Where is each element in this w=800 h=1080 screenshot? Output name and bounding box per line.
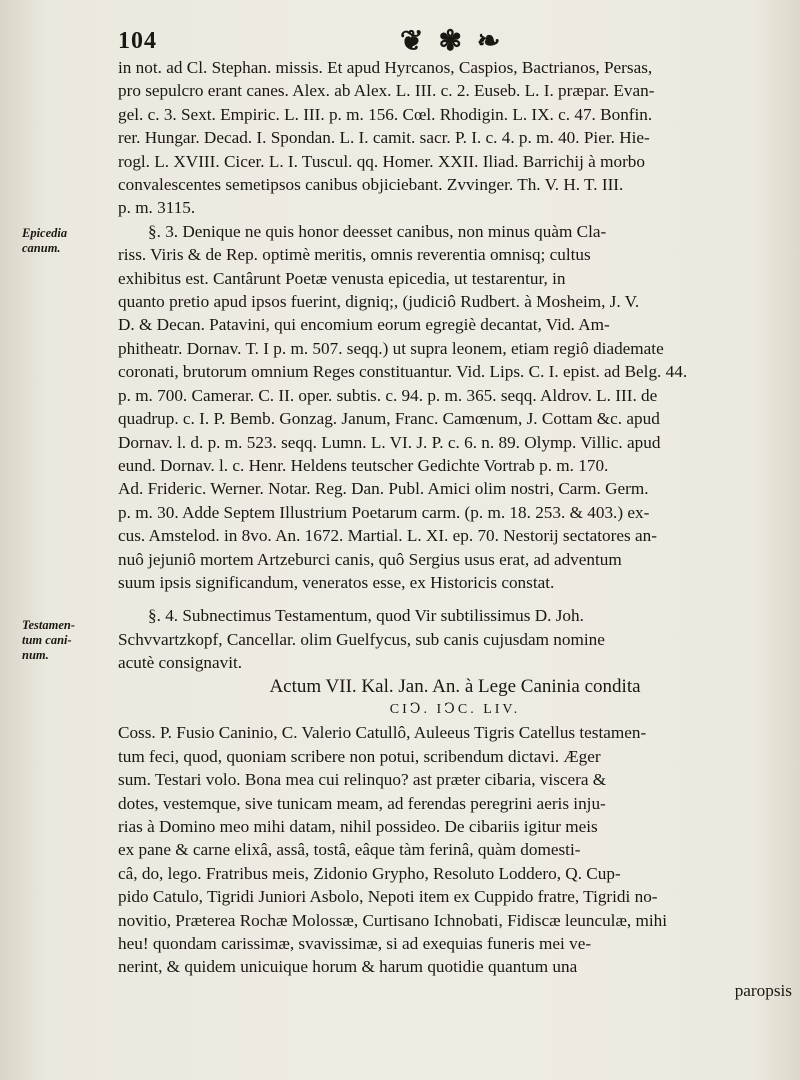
- text-line: cus. Amstelod. in 8vo. An. 1672. Martial. L. XI. ep. 70. Nestorij sectatores an-: [118, 526, 657, 546]
- text-line: dotes, vestemque, sive tunicam meam, ad ferendas peregrini aeris inju-: [118, 793, 606, 813]
- paragraph-gap: [118, 594, 792, 604]
- text-line: eund. Dornav. l. c. Henr. Heldens teutscher Gedichte Vortrab p. m. 170.: [118, 455, 609, 475]
- text-line: rias à Domino meo mihi datam, nihil possideo. De cibariis igitur meis: [118, 817, 598, 836]
- text-line: riss. Viris & de Rep. optimè meritis, omnis reverentia omnisq; cultus: [118, 245, 591, 265]
- text-line: nerint, & quidem unicuique horum & harum quotidie quantum una: [118, 957, 578, 977]
- section-4-start: §. 4. Subnectimus Testamentum, quod Vir subtilissimus D. Joh.: [148, 606, 584, 626]
- text-line: heu! quondam carissimæ, svavissimæ, si ad exequias funeris mei ve-: [118, 934, 592, 954]
- section-3-start: §. 3. Denique ne quis honor deesset canibus, non minus quàm Cla-: [148, 221, 607, 241]
- text-line: nuô jejuniô mortem Artzeburci canis, quô Sergius usus erat, ad adventum: [118, 549, 622, 569]
- catchword: paropsis: [734, 980, 792, 1000]
- text-line: tum feci, quod, quoniam scribere non potui, scribendum dictavi. Æger: [118, 746, 601, 766]
- margin-note-line: num.: [22, 648, 49, 662]
- testament-year: CIↃ. IↃC. LIV.: [389, 701, 521, 717]
- text-line: sum. Testari volo. Bona mea cui relinquo? ast præter cibaria, viscera &: [118, 770, 607, 790]
- text-line: acutè consignavit.: [118, 653, 243, 673]
- text-line: D. & Decan. Patavini, qui encomium eorum egregiè decantat, Vid. Am-: [118, 315, 610, 335]
- text-line: Dornav. l. d. p. m. 523. seqq. Lumn. L. VI. J. P. c. 6. n. 89. Olymp. Villic. apud: [118, 432, 661, 452]
- text-line: rogl. L. XVIII. Cicer. L. I. Tuscul. qq. Homer. XXII. Iliad. Barrichij à morbo: [118, 151, 645, 171]
- text-line: Coss. P. Fusio Caninio, C. Valerio Catullô, Auleeus Tigris Catellus testamen-: [118, 723, 647, 743]
- text-line: exhibitus est. Cantârunt Poetæ venusta epicedia, ut testarentur, in: [118, 268, 566, 288]
- margin-note-line: Epicedia: [22, 226, 68, 240]
- header-ornament-icon: ❦ ✾ ❧: [400, 26, 505, 57]
- text-line: convalescentes semetipsos canibus objiciebant. Zvvinger. Th. V. H. T. III.: [118, 175, 624, 195]
- text-line: ex pane & carne elixâ, assâ, tostâ, eâque tàm ferinâ, quàm domesti-: [118, 840, 581, 860]
- text-line: novitio, Præterea Rochæ Molossæ, Curtisano Ichnobati, Fidiscæ leunculæ, mihi: [118, 910, 668, 930]
- page-header: [0, 22, 800, 56]
- text-line: p. m. 3115.: [118, 198, 196, 218]
- text-line: quadrup. c. I. P. Bemb. Gonzag. Janum, Franc. Camœnum, J. Cottam &c. apud: [118, 409, 660, 429]
- text-line: in not. ad Cl. Stephan. missis. Et apud Hyrcanos, Caspios, Bactrianos, Persas,: [118, 58, 653, 77]
- text-line: p. m. 700. Camerar. C. II. oper. subtis. c. 94. p. m. 365. seqq. Aldrov. L. III. de: [118, 385, 658, 405]
- margin-note-epicedia: [22, 226, 114, 256]
- text-line: gel. c. 3. Sext. Empiric. L. III. p. m. 156. Cœl. Rhodigin. L. IX. c. 47. Bonfin.: [118, 104, 653, 124]
- text-line: suum ipsis significandum, veneratos esse, ex Historicis constat.: [118, 572, 555, 592]
- main-text: [118, 56, 792, 1002]
- margin-note-line: canum.: [22, 241, 61, 255]
- text-line: Ad. Frideric. Werner. Notar. Reg. Dan. Publ. Amici olim nostri, Carm. Germ.: [118, 479, 649, 499]
- text-line: pido Catulo, Tigridi Juniori Asbolo, Nepoti item ex Cuppido fratre, Tigridi no-: [118, 887, 658, 907]
- page-number: 104: [118, 28, 157, 54]
- testament-heading: Actum VII. Kal. Jan. An. à Lege Caninia condita: [269, 675, 641, 697]
- text-line: câ, do, lego. Fratribus meis, Zidonio Grypho, Resoluto Loddero, Q. Cup-: [118, 863, 621, 883]
- text-line: quanto pretio apud ipsos fuerint, digniq;, (judiciô Rudbert. à Mosheim, J. V.: [118, 292, 640, 312]
- margin-note-line: tum cani-: [22, 633, 72, 647]
- margin-note-line: Testamen-: [22, 618, 76, 632]
- text-line: rer. Hungar. Decad. I. Spondan. L. I. camit. sacr. P. I. c. 4. p. m. 40. Pier. Hie-: [118, 128, 650, 148]
- text-line: pro sepulcro erant canes. Alex. ab Alex. L. III. c. 2. Euseb. L. I. præpar. Evan-: [118, 81, 655, 101]
- text-line: phitheatr. Dornav. T. I p. m. 507. seqq.) ut supra leonem, etiam regiô diademate: [118, 338, 664, 358]
- margin-note-testamentum: [22, 618, 114, 663]
- text-line: p. m. 30. Adde Septem Illustrium Poetarum carm. (p. m. 18. 253. & 403.) ex-: [118, 502, 650, 522]
- text-line: Schvvartzkopf, Cancellar. olim Guelfycus, sub canis cujusdam nomine: [118, 629, 605, 649]
- text-line: coronati, brutorum omnium Reges constituantur. Vid. Lips. C. I. epist. ad Belg. 44.: [118, 362, 688, 382]
